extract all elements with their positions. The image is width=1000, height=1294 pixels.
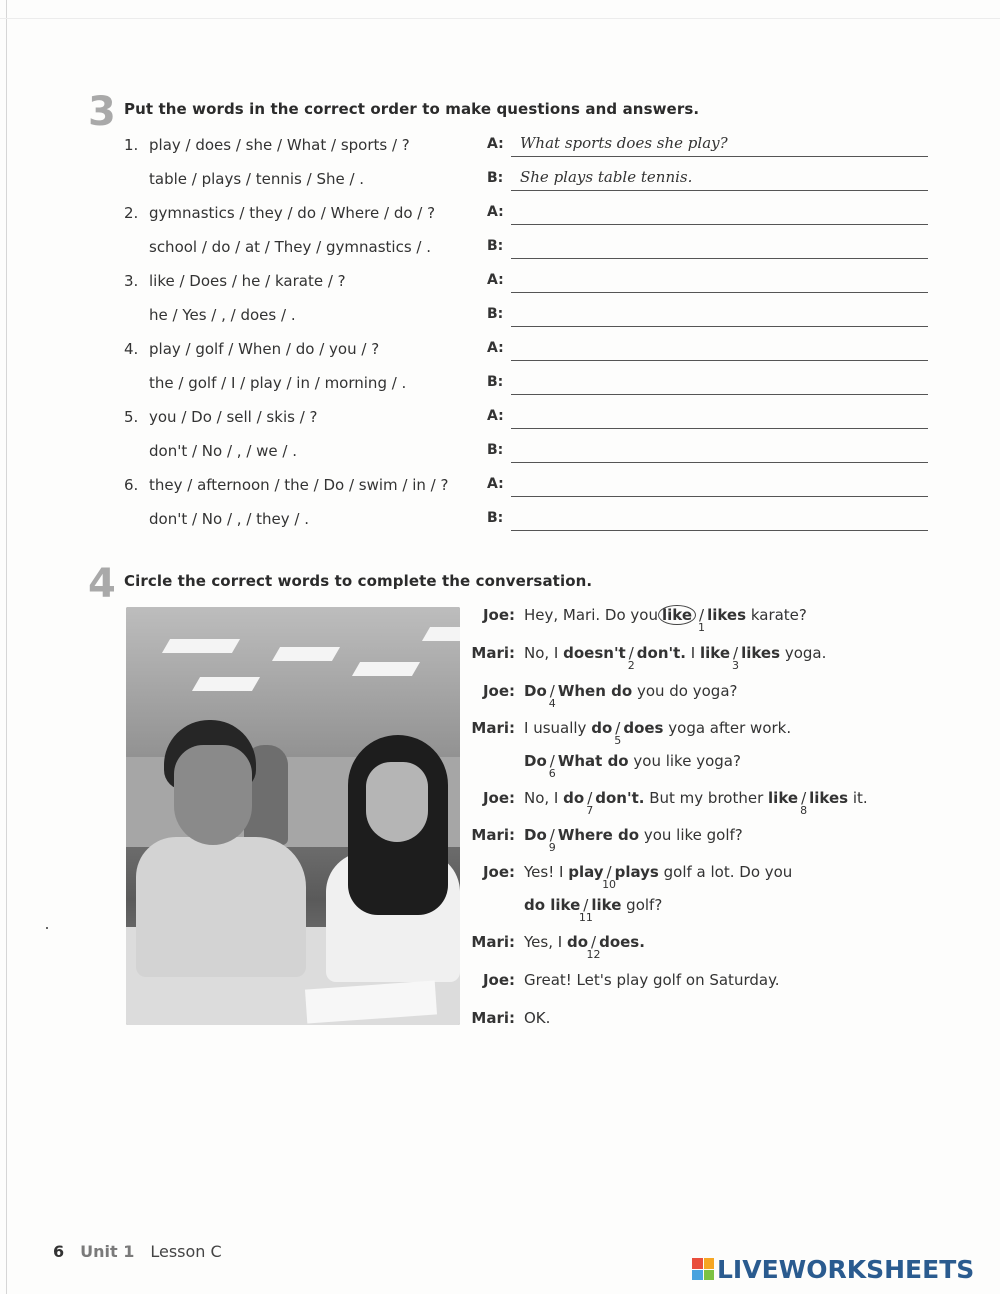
line-text: I usually [524, 719, 587, 737]
scrambled-answer: the / golf / I / play / in / morning / . [149, 374, 407, 392]
blank-number: 7 [586, 804, 594, 817]
item-number: 1. [124, 136, 139, 154]
scrambled-answer: don't / No / , / they / . [149, 510, 309, 528]
dialogue-line: Yes, I do / 12 does. [524, 933, 645, 961]
line-text: you do yoga? [636, 682, 738, 700]
question-row [0, 136, 1000, 170]
scrambled-answer: don't / No / , / we / . [149, 442, 298, 460]
speaker-label: Joe: [482, 971, 515, 989]
option-11b[interactable]: like [591, 896, 622, 914]
item-number: 6. [124, 476, 139, 494]
option-9a[interactable]: Do [524, 826, 547, 844]
answer-row [0, 238, 1000, 272]
answer-row [0, 170, 1000, 204]
scrambled-question: they / afternoon / the / Do / swim / in / ? [149, 476, 449, 494]
speaker-label: Mari: [471, 644, 515, 662]
example-answer: What sports does she play? [520, 134, 728, 152]
blank-number: 8 [800, 804, 808, 817]
a-label: A: [487, 136, 504, 152]
option-1b[interactable]: likes [707, 606, 747, 624]
line-text: Hey, Mari. Do you [524, 606, 658, 624]
blank-number: 12 [586, 948, 601, 961]
scrambled-answer: school / do / at / They / gymnastics / . [149, 238, 431, 256]
answer-row [0, 306, 1000, 340]
dialogue-line: Hey, Mari. Do you like / 1 likes karate? [524, 606, 807, 634]
line-text: you like yoga? [633, 752, 741, 770]
a-label: A: [487, 408, 504, 424]
blank-number: 4 [548, 697, 556, 710]
scrambled-question: play / golf / When / do / you / ? [149, 340, 380, 358]
blank-number: 9 [548, 841, 556, 854]
option-2b[interactable]: don't. [636, 644, 686, 662]
option-10a[interactable]: play [568, 863, 604, 881]
line-text: But my brother [649, 789, 764, 807]
a-label: A: [487, 272, 504, 288]
line-text: golf a lot. Do you [663, 863, 793, 881]
answer-row [0, 442, 1000, 476]
line-text: karate? [750, 606, 807, 624]
option-3a[interactable]: like [699, 644, 731, 662]
option-5b[interactable]: does [623, 719, 664, 737]
a-label: A: [487, 340, 504, 356]
question-answer-field[interactable] [512, 340, 930, 361]
speaker-label: Joe: [482, 863, 515, 881]
line-text: yoga after work. [668, 719, 792, 737]
dialogue-line: No, I do / 7 don't. But my brother like / 8 likes it. [524, 789, 868, 817]
speaker-label: Joe: [482, 789, 515, 807]
question-row [0, 204, 1000, 238]
option-7a[interactable]: do [563, 789, 585, 807]
scrambled-question: you / Do / sell / skis / ? [149, 408, 318, 426]
liveworksheets-logo-icon [692, 1258, 714, 1280]
question-row [0, 408, 1000, 442]
option-6a[interactable]: Do [524, 752, 547, 770]
blank-number: 1 [698, 621, 706, 634]
b-label: B: [487, 442, 504, 458]
item-number: 4. [124, 340, 139, 358]
speaker-label: Mari: [471, 826, 515, 844]
scrambled-question: gymnastics / they / do / Where / do / ? [149, 204, 436, 222]
blank-number: 5 [614, 734, 622, 747]
blank-number: 6 [548, 767, 556, 780]
unit-label: Unit 1 [80, 1242, 135, 1261]
option-4a[interactable]: Do [524, 682, 547, 700]
line-text: it. [852, 789, 868, 807]
dialogue-line: Yes! I play / 10 plays golf a lot. Do you [524, 863, 793, 891]
option-3b[interactable]: likes [741, 644, 781, 662]
dialogue-line: OK. [524, 1009, 551, 1027]
page-number: 6 [53, 1242, 65, 1261]
option-9b[interactable]: Where do [557, 826, 640, 844]
dialogue-line: Do / 4 When do you do yoga? [524, 682, 738, 710]
line-text: I [690, 644, 696, 662]
exercise-instruction: Put the words in the correct order to make questions and answers. [124, 100, 700, 118]
page-top-edge [0, 18, 1000, 19]
speaker-label: Mari: [471, 933, 515, 951]
line-text: Yes, I [524, 933, 563, 951]
b-label: B: [487, 238, 504, 254]
answer-row [0, 510, 1000, 544]
option-8b[interactable]: likes [809, 789, 849, 807]
blank-number: 2 [627, 659, 635, 672]
answer-answer-field[interactable] [512, 374, 930, 395]
brand-wordmark: LIVEWORKSHEETS [717, 1254, 975, 1284]
scrambled-answer: he / Yes / , / does / . [149, 306, 296, 324]
liveworksheets-brand [692, 1252, 974, 1286]
dialogue-line: Do / 9 Where do you like golf? [524, 826, 743, 854]
page-footer [53, 1242, 222, 1261]
option-12a[interactable]: do [566, 933, 589, 951]
dialogue-line: No, I doesn't / 2 don't. I like / 3 likes yoga. [524, 644, 827, 672]
item-number: 3. [124, 272, 139, 290]
speaker-label: Mari: [471, 1009, 515, 1027]
answer-row [0, 374, 1000, 408]
example-answer: She plays table tennis. [520, 168, 693, 186]
exercise-number: 3 [88, 89, 116, 135]
lesson-label: Lesson C [150, 1242, 222, 1261]
item-number: 5. [124, 408, 139, 426]
question-row [0, 476, 1000, 510]
answer-line [511, 156, 928, 157]
question-answer-field[interactable] [512, 272, 930, 293]
line-text: yoga. [784, 644, 827, 662]
line-text: golf? [626, 896, 663, 914]
option-8a[interactable]: like [768, 789, 799, 807]
exercise-number: 4 [88, 561, 116, 607]
question-answer-field[interactable] [512, 408, 930, 429]
line-text: Yes! I [524, 863, 564, 881]
option-12b[interactable]: does. [599, 933, 645, 951]
speaker-label: Joe: [482, 682, 515, 700]
question-row [0, 340, 1000, 374]
option-5a[interactable]: do [591, 719, 613, 737]
question-answer-field[interactable] [512, 204, 930, 225]
stray-mark [46, 927, 48, 929]
option-2a[interactable]: doesn't [563, 644, 626, 662]
blank-number: 11 [578, 911, 593, 924]
blank-number: 3 [732, 659, 740, 672]
a-label: A: [487, 476, 504, 492]
b-label: B: [487, 374, 504, 390]
speaker-label: Mari: [471, 719, 515, 737]
line-text: No, I [524, 789, 559, 807]
b-label: B: [487, 510, 504, 526]
dialogue-line: Great! Let's play golf on Saturday. [524, 971, 780, 989]
answer-answer-field[interactable] [512, 238, 930, 259]
line-text: you like golf? [643, 826, 743, 844]
question-row [0, 272, 1000, 306]
b-label: B: [487, 170, 504, 186]
scrambled-question: play / does / she / What / sports / ? [149, 136, 410, 154]
option-6b[interactable]: What do [557, 752, 629, 770]
exercise-instruction: Circle the correct words to complete the conversation. [124, 572, 593, 590]
option-1a[interactable]: like [658, 605, 696, 625]
answer-answer-field[interactable] [512, 306, 930, 327]
answer-line [511, 190, 928, 191]
answer-answer-field[interactable] [512, 510, 930, 531]
speaker-label: Joe: [482, 606, 515, 624]
a-label: A: [487, 204, 504, 220]
option-7b[interactable]: don't. [595, 789, 645, 807]
option-4b[interactable]: When do [557, 682, 633, 700]
answer-answer-field[interactable] [512, 442, 930, 463]
scrambled-answer: table / plays / tennis / She / . [149, 170, 365, 188]
dialogue-line: do like / 11 like golf? [524, 896, 663, 924]
dialogue-line: I usually do / 5 does yoga after work. [524, 719, 792, 747]
question-answer-field[interactable] [512, 476, 930, 497]
blank-number: 10 [602, 878, 617, 891]
option-10b[interactable]: plays [614, 863, 659, 881]
classroom-photo [126, 607, 460, 1025]
item-number: 2. [124, 204, 139, 222]
scrambled-question: like / Does / he / karate / ? [149, 272, 346, 290]
dialogue-line: Do / 6 What do you like yoga? [524, 752, 741, 780]
option-11a[interactable]: do like [524, 896, 581, 914]
b-label: B: [487, 306, 504, 322]
line-text: No, I [524, 644, 559, 662]
